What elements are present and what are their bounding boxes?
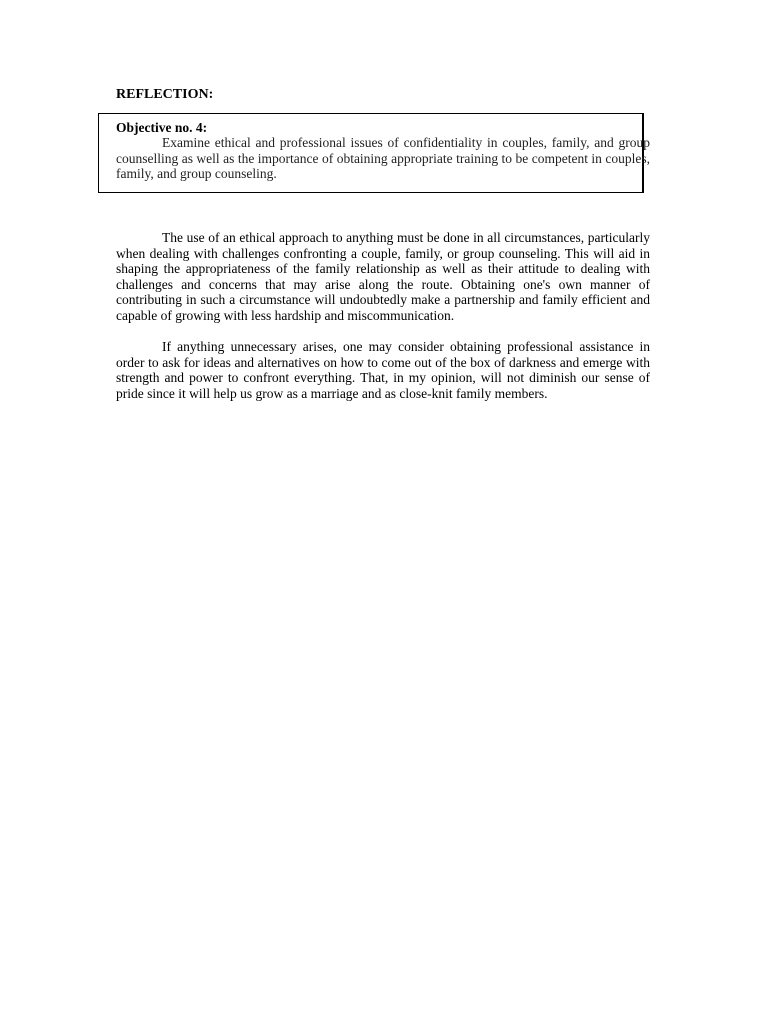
body-paragraph-1: The use of an ethical approach to anything must be done in all circumstances, particularly when dealing with challenges confronting a couple, family, or group counseling. This will aid in shaping the appropriateness of the family relationship as well as their attitude to dealing with challenges and concerns that may arise along the route. Obtaining one's own manner of contributing in such a circumstance will undoubtedly make a partnership and family efficient and capable of growing with less hardship and miscommunication.	[116, 230, 650, 323]
objective-text: Examine ethical and professional issues of confidentiality in couples, family, and group counselling as well as the importance of obtaining appropriate training to be competent in couples, family, and group counseling.	[116, 135, 650, 181]
reflection-heading: REFLECTION:	[116, 87, 214, 102]
body-paragraph-2: If anything unnecessary arises, one may consider obtaining professional assistance in order to ask for ideas and alternatives on how to come out of the box of darkness and emerge with strength and power to confront everything. That, in my opinion, will not diminish our sense of pride since it will help us grow as a marriage and as close-knit family members.	[116, 339, 650, 401]
objective-title: Objective no. 4:	[116, 120, 208, 135]
